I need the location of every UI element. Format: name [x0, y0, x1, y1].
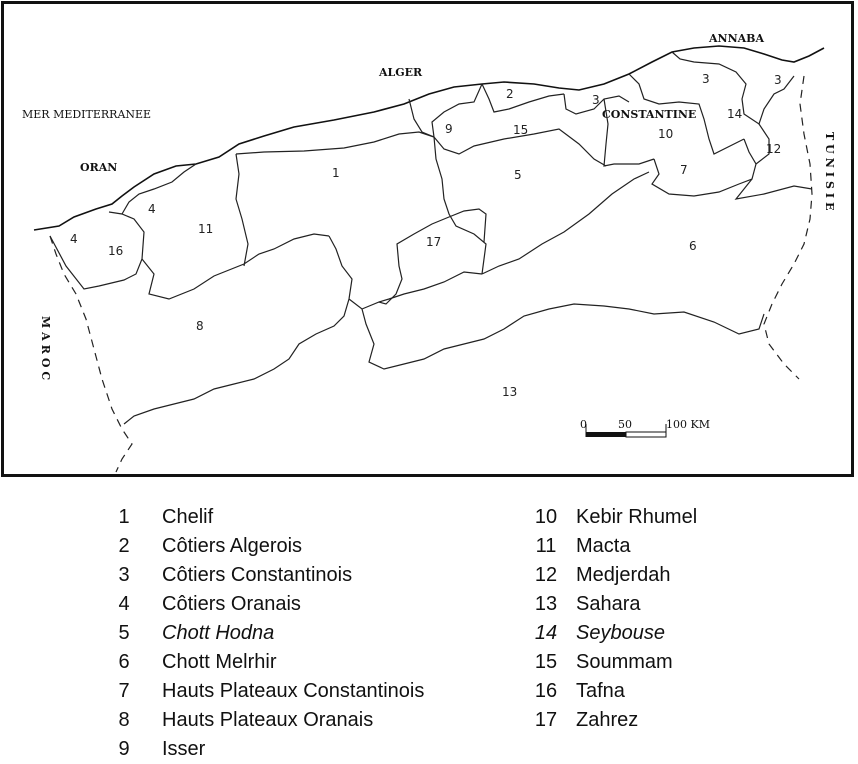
- legend-item: [524, 561, 697, 590]
- basin-number: 1: [332, 166, 340, 180]
- legend-basin-name: Côtiers Algerois: [162, 535, 303, 557]
- legend-basin-name: Hauts Plateaux Oranais: [162, 709, 374, 731]
- legend-item: [102, 735, 424, 764]
- basin-number: 8: [196, 319, 204, 333]
- legend-basin-name: Soummam: [576, 651, 673, 673]
- legend-number: 17: [534, 709, 558, 731]
- basin-number: 17: [426, 235, 442, 249]
- sea-label: MER MEDITERRANEE: [22, 108, 152, 121]
- basin-number: 10: [658, 127, 674, 141]
- scale-label-zero: 0: [580, 418, 587, 431]
- legend-basin-name: Kebir Rhumel: [576, 506, 698, 528]
- basin-number: 16: [108, 244, 124, 258]
- legend-item: [524, 503, 697, 532]
- legend-item: [102, 677, 424, 706]
- basin-number: 13: [502, 385, 518, 399]
- legend-item: [102, 503, 424, 532]
- basin-number: 9: [445, 122, 453, 136]
- basin-number: 3: [702, 72, 710, 86]
- legend-item: [524, 648, 697, 677]
- country-label-maroc: MAROC: [39, 316, 52, 385]
- basin-number: 3: [592, 93, 600, 107]
- legend-number: 7: [118, 680, 130, 702]
- legend-number: 11: [535, 535, 557, 557]
- legend-number: 1: [118, 506, 130, 528]
- country-label-tunisie: TUNISIE: [823, 132, 836, 215]
- scale-label-mid: 50: [618, 418, 632, 431]
- legend-number: 4: [118, 593, 130, 615]
- legend-basin-name: Macta: [576, 535, 631, 557]
- legend-number: 9: [118, 738, 130, 760]
- frontier-tunisie: [764, 76, 812, 379]
- basin-map: [1, 1, 854, 477]
- legend-item: [102, 648, 424, 677]
- basin-number: 7: [680, 163, 688, 177]
- legend-basin-name: Isser: [162, 738, 206, 760]
- legend-item: [102, 706, 424, 735]
- legend-item: [524, 677, 697, 706]
- map-drawing: [4, 4, 851, 474]
- legend-item: [102, 590, 424, 619]
- scale-bar: [580, 418, 710, 437]
- legend-basin-name: Tafna: [576, 680, 625, 702]
- legend-item: [524, 619, 697, 648]
- frontier-maroc: [50, 236, 132, 472]
- legend-item: [524, 706, 697, 735]
- legend-number: 10: [534, 506, 558, 528]
- legend-basin-name: Chott Hodna: [162, 622, 275, 644]
- city-label-alger: ALGER: [379, 66, 423, 79]
- scale-label-end: 100 KM: [666, 418, 710, 431]
- city-label-annaba: ANNABA: [709, 32, 765, 45]
- legend-basin-name: Medjerdah: [576, 564, 671, 586]
- legend-item: [524, 532, 697, 561]
- legend-number: 6: [118, 651, 130, 673]
- city-label-oran: ORAN: [80, 161, 118, 174]
- legend-number: 5: [118, 622, 130, 644]
- legend-number: 2: [118, 535, 130, 557]
- basin-number: 4: [70, 232, 78, 246]
- basin-number: 6: [689, 239, 697, 253]
- basin-number: 12: [766, 142, 782, 156]
- legend-left-column: [102, 503, 424, 764]
- city-label-constantine: CONSTANTINE: [602, 108, 697, 121]
- legend-basin-name: Côtiers Oranais: [162, 593, 301, 615]
- basin-number: 3: [774, 73, 782, 87]
- legend-item: [102, 619, 424, 648]
- legend-basin-name: Chelif: [162, 506, 214, 528]
- basin-number: 5: [514, 168, 522, 182]
- legend-item: [102, 561, 424, 590]
- legend-number: 3: [118, 564, 130, 586]
- legend-number: 14: [534, 622, 558, 644]
- legend-item: [102, 532, 424, 561]
- legend-number: 13: [534, 593, 558, 615]
- legend-number: 16: [534, 680, 558, 702]
- basin-number: 11: [198, 222, 214, 236]
- legend-basin-name: Zahrez: [576, 709, 639, 731]
- legend-basin-name: Chott Melrhir: [162, 651, 277, 673]
- legend-basin-name: Côtiers Constantinois: [162, 564, 353, 586]
- legend-basin-name: Seybouse: [576, 622, 665, 644]
- basin-number: 2: [506, 87, 514, 101]
- basin-number: 15: [513, 123, 529, 137]
- basin-number: 14: [727, 107, 743, 121]
- basin-number: 4: [148, 202, 156, 216]
- legend-right-column: [524, 503, 697, 735]
- legend-item: [524, 590, 697, 619]
- legend-basin-name: Sahara: [576, 593, 641, 615]
- legend-number: 8: [118, 709, 130, 731]
- legend-number: 15: [534, 651, 558, 673]
- legend-number: 12: [534, 564, 558, 586]
- legend-basin-name: Hauts Plateaux Constantinois: [162, 680, 425, 702]
